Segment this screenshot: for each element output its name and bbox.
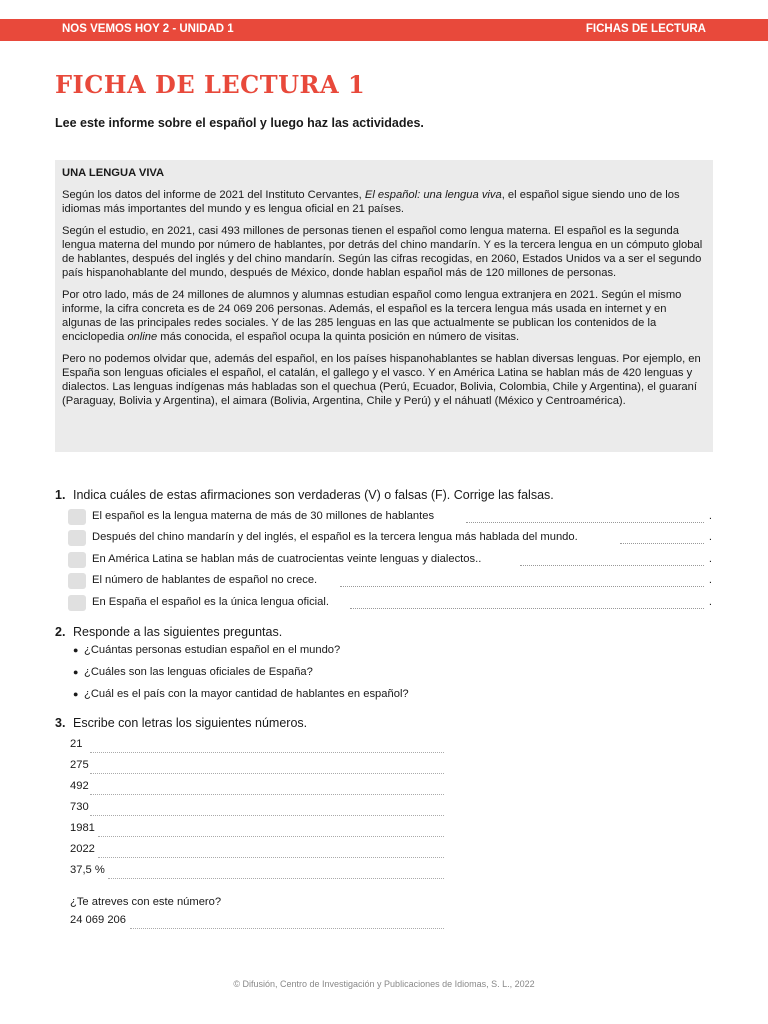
answer-line[interactable] xyxy=(340,586,704,587)
bullet-icon: ● xyxy=(73,645,79,655)
true-false-item xyxy=(68,552,712,570)
answer-line[interactable] xyxy=(98,857,444,858)
page-title: FICHA DE LECTURA 1 xyxy=(55,70,366,99)
exercise-1-number: 1. xyxy=(55,488,66,502)
bullet-icon: ● xyxy=(73,689,79,699)
number-value: 730 xyxy=(70,801,89,813)
true-false-answer-box[interactable] xyxy=(68,573,86,589)
exercise-2-heading xyxy=(55,625,282,639)
challenge-item xyxy=(70,914,444,929)
number-item xyxy=(70,822,444,837)
exercise-2-instruction: Responde a las siguientes preguntas. xyxy=(73,625,283,639)
number-value: 492 xyxy=(70,780,89,792)
answer-line[interactable] xyxy=(90,815,444,816)
reading-paragraph-3: Por otro lado, más de 24 millones de alumnos y alumnas estudian español como lengua extranjera en 2021. Según el mismo informe, la cifra concreta es de 24 069 206 personas. Además, el español es la tercera lengua más usada en internet y en algunas de las principales redes sociales. Y de las 285 lenguas en las que actualmente se publican los contenidos de la enciclopedia online más conocida, el español ocupa la quinta posición en número de visitas. xyxy=(62,289,682,343)
answer-line[interactable] xyxy=(90,773,444,774)
exercise-1-heading xyxy=(55,488,554,502)
end-mark: . xyxy=(708,574,712,586)
number-value: 37,5 % xyxy=(70,864,105,876)
answer-line[interactable] xyxy=(520,565,704,566)
question-item: ● ¿Cuántas personas estudian español en el mundo? xyxy=(73,644,341,656)
true-false-item xyxy=(68,530,712,548)
bullet-icon: ● xyxy=(73,667,79,677)
reading-heading: UNA LENGUA VIVA xyxy=(62,167,165,179)
statement-text: Después del chino mandarín y del inglés, el español es la tercera lengua más hablada del mundo. xyxy=(92,531,578,543)
number-item xyxy=(70,843,444,858)
true-false-answer-box[interactable] xyxy=(68,552,86,568)
header-bar xyxy=(0,19,768,41)
question-item: ● ¿Cuál es el país con la mayor cantidad de hablantes en español? xyxy=(73,688,409,700)
answer-line[interactable] xyxy=(620,543,704,544)
number-item xyxy=(70,738,444,753)
number-value: 2022 xyxy=(70,843,95,855)
end-mark: . xyxy=(708,596,712,608)
challenge-question: ¿Te atreves con este número? xyxy=(70,896,222,908)
exercise-3-instruction: Escribe con letras los siguientes números. xyxy=(73,716,308,730)
intro-instruction: Lee este informe sobre el español y luego haz las actividades. xyxy=(55,116,424,130)
reading-paragraph-1: Según los datos del informe de 2021 del Instituto Cervantes, El español: una lengua viva, el español sigue siendo uno de los idiomas más importantes del mundo y es lengua oficial en 21 países. xyxy=(62,189,680,215)
challenge-number: 24 069 206 xyxy=(70,914,126,926)
true-false-answer-box[interactable] xyxy=(68,509,86,525)
number-item xyxy=(70,864,444,879)
answer-line[interactable] xyxy=(90,752,444,753)
true-false-answer-box[interactable] xyxy=(68,595,86,611)
answer-line[interactable] xyxy=(98,836,444,837)
statement-text: El español es la lengua materna de más de 30 millones de hablantes xyxy=(92,510,435,522)
reading-text-box xyxy=(55,160,713,452)
true-false-item xyxy=(68,573,712,591)
exercise-2-number: 2. xyxy=(55,625,66,639)
statement-text: En América Latina se hablan más de cuatrocientas veinte lenguas y dialectos.. xyxy=(92,553,482,565)
number-item xyxy=(70,759,444,774)
answer-line[interactable] xyxy=(130,928,444,929)
statement-text: En España el español es la única lengua oficial. xyxy=(92,596,329,608)
answer-line[interactable] xyxy=(108,878,444,879)
true-false-item xyxy=(68,595,712,613)
number-value: 21 xyxy=(70,738,83,750)
header-section: FICHAS DE LECTURA xyxy=(585,23,706,35)
number-value: 1981 xyxy=(70,822,95,834)
true-false-item xyxy=(68,509,712,527)
number-value: 275 xyxy=(70,759,89,771)
answer-line[interactable] xyxy=(90,794,444,795)
exercise-3-number: 3. xyxy=(55,716,66,730)
true-false-answer-box[interactable] xyxy=(68,530,86,546)
number-item xyxy=(70,780,444,795)
answer-line[interactable] xyxy=(350,608,704,609)
statement-text: El número de hablantes de español no crece. xyxy=(92,574,318,586)
question-item: ● ¿Cuáles son las lenguas oficiales de España? xyxy=(73,666,313,678)
number-item xyxy=(70,801,444,816)
end-mark: . xyxy=(708,531,712,543)
header-unit: NOS VEMOS HOY 2 - UNIDAD 1 xyxy=(62,23,234,35)
end-mark: . xyxy=(708,510,712,522)
exercise-1-instruction: Indica cuáles de estas afirmaciones son verdaderas (V) o falsas (F). Corrige las falsas. xyxy=(73,488,554,502)
copyright-footer: © Difusión, Centro de Investigación y Publicaciones de Idiomas, S. L., 2022 xyxy=(233,979,535,989)
end-mark: . xyxy=(708,553,712,565)
reading-paragraph-4: Pero no podemos olvidar que, además del español, en los países hispanohablantes se hablan diversas lenguas. Por ejemplo, en España son lenguas oficiales el español, el catalán, el gallego y el vasco. Y en América Latina se hablan más de 420 lenguas y dialectos. Las lenguas indígenas más habladas son el quechua (Perú, Ecuador, Bolivia, Colombia, Chile y Argentina), el guaraní (Paraguay, Bolivia y Argentina), el aimara (Bolivia, Argentina, Chile y Perú) y el náhuatl (México y Centroamérica). xyxy=(62,353,701,407)
exercise-3-heading xyxy=(55,716,307,730)
answer-line[interactable] xyxy=(466,522,704,523)
reading-paragraph-2: Según el estudio, en 2021, casi 493 millones de personas tienen el español como lengua materna. El español es la segunda lengua materna del mundo por número de hablantes, por detrás del chino mandarín. Y es la tercera lengua en un cómputo global de hablantes, después del inglés y del chino mandarín. Según las cifras recogidas, en 2060, Estados Unidos va a ser el segundo país hispanohablante del mundo, después de México, donde hablan español más de 120 millones de personas. xyxy=(62,225,703,279)
